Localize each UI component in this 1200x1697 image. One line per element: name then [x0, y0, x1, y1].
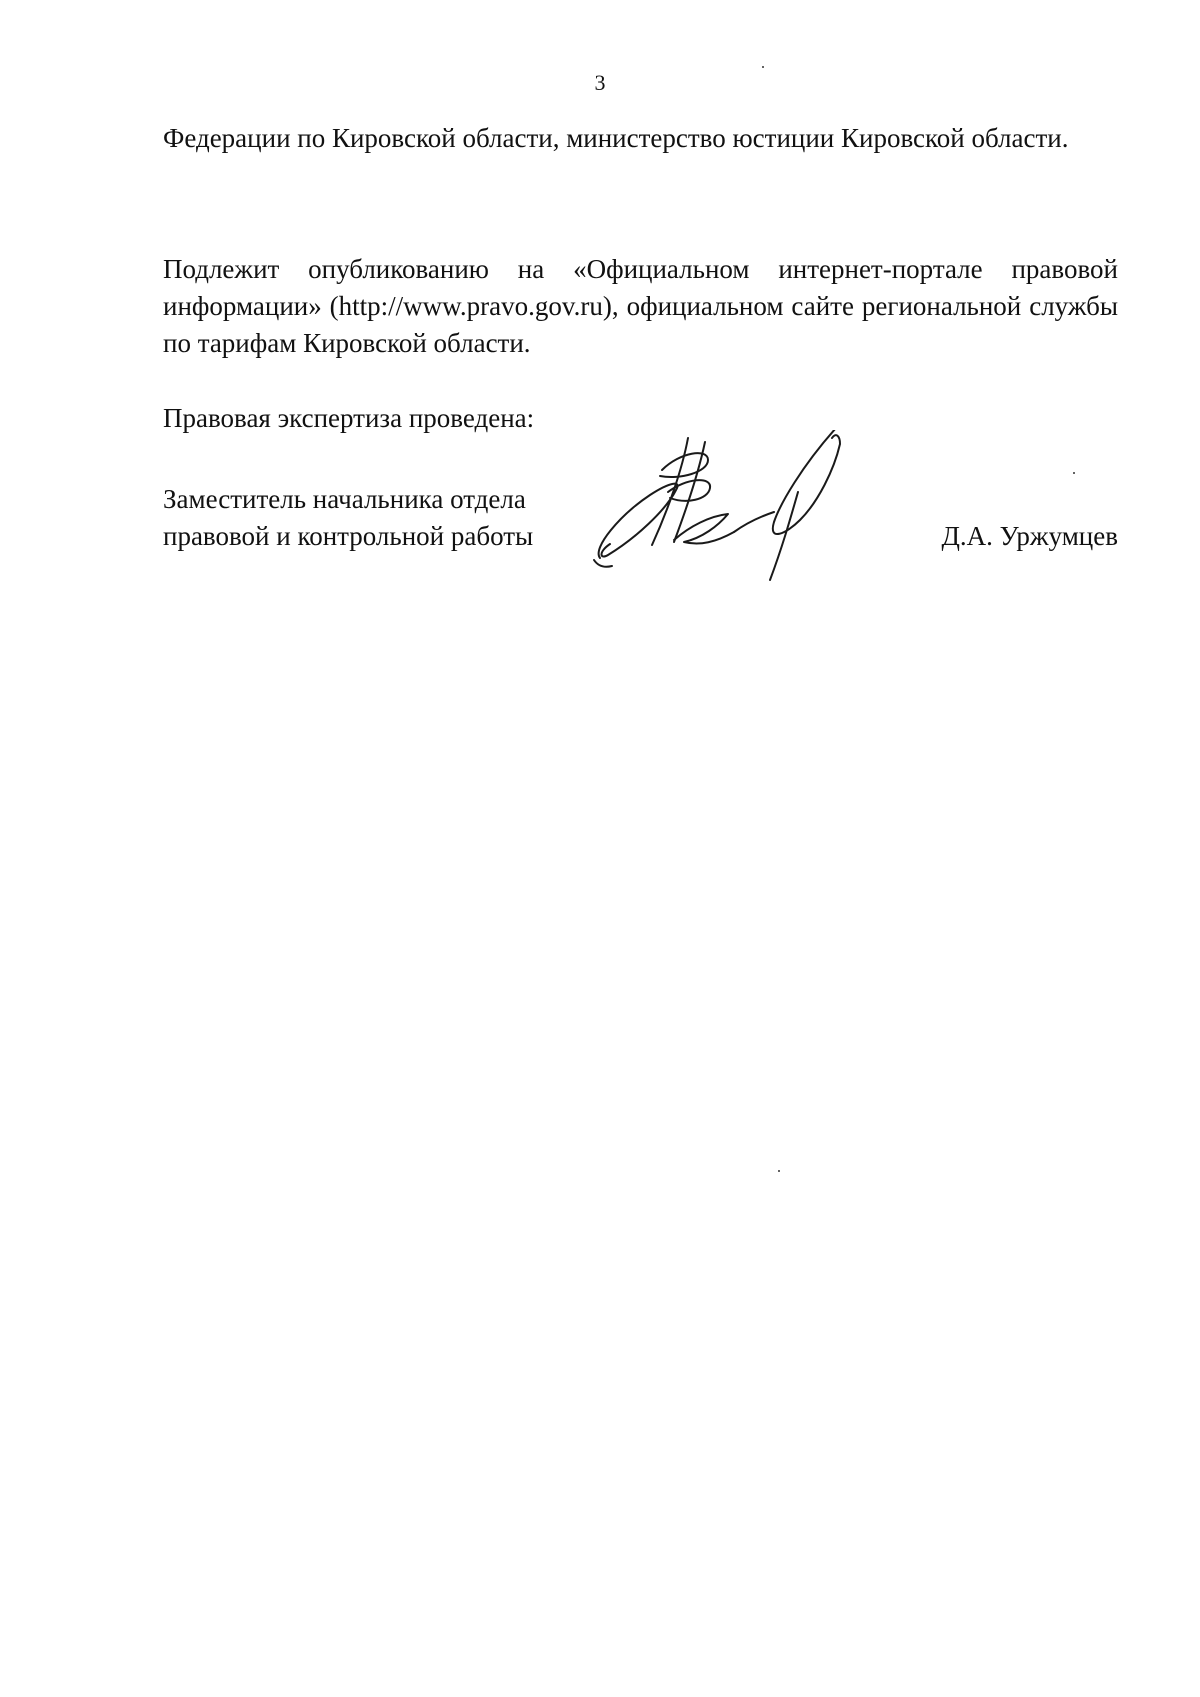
scan-speck [778, 1170, 780, 1172]
scan-speck [762, 66, 764, 68]
page-number: 3 [594, 70, 606, 95]
handwritten-signature [590, 430, 920, 590]
legal-expertise-line: Правовая экспертиза проведена: [163, 403, 535, 433]
paragraph-agencies: Федерации по Кировской области, министерство юстиции Кировской области. [163, 123, 1069, 153]
signatory-position-line-1: Заместитель начальника отдела [163, 484, 526, 514]
signatory-name: Д.А. Уржумцев [941, 521, 1118, 551]
paragraph-publication: Подлежит опубликованию на «Официальном интернет-портале правовой информации» (http://www.pravo.gov.ru), официальном сайте региональной службы по тарифам Кировской области. [163, 254, 1118, 358]
signatory-position [163, 481, 533, 555]
signatory-position-line-2: правовой и контрольной работы [163, 521, 534, 551]
scan-speck [1073, 472, 1075, 474]
